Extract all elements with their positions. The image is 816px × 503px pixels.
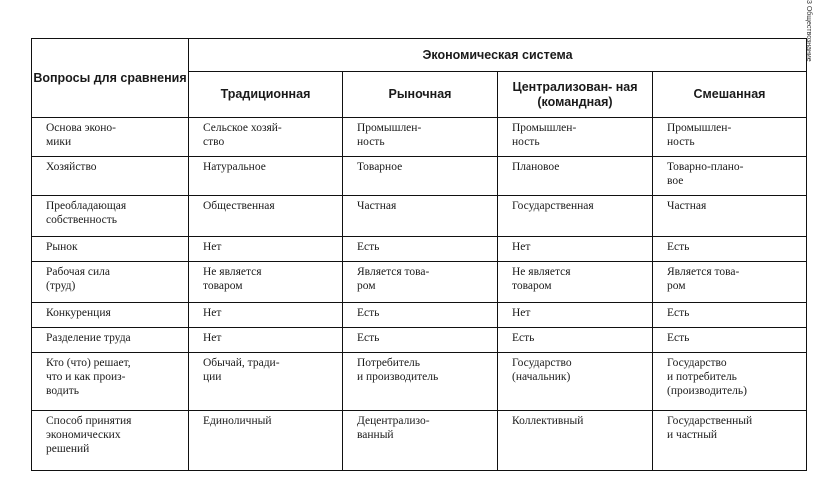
table-cell: Частная xyxy=(343,196,498,237)
table-row xyxy=(32,196,807,237)
table-cell: Есть xyxy=(498,328,653,353)
table-cell: Натуральное xyxy=(189,157,343,196)
row-label: Разделение труда xyxy=(32,328,189,353)
table-cell: Промышлен- ность xyxy=(498,118,653,157)
table-cell: Не является товаром xyxy=(498,262,653,303)
table-cell: Сельское хозяй- ство xyxy=(189,118,343,157)
table-cell: Есть xyxy=(653,237,807,262)
corner-header: Вопросы для сравнения xyxy=(32,39,189,118)
table-cell: Есть xyxy=(343,303,498,328)
row-label: Преобладающая собственность xyxy=(32,196,189,237)
row-label: Основа эконо- мики xyxy=(32,118,189,157)
row-label: Конкуренция xyxy=(32,303,189,328)
table-cell: Промышлен- ность xyxy=(343,118,498,157)
column-header-command: Централизован- ная (командная) xyxy=(498,72,653,118)
row-label: Рынок xyxy=(32,237,189,262)
table-cell: Коллективный xyxy=(498,411,653,471)
table-cell: Нет xyxy=(189,237,343,262)
table-cell: Является това- ром xyxy=(653,262,807,303)
table-cell: Есть xyxy=(343,237,498,262)
table-cell: Потребитель и производитель xyxy=(343,353,498,411)
row-label: Хозяйство xyxy=(32,157,189,196)
table-cell: Товарно-плано- вое xyxy=(653,157,807,196)
economic-systems-comparison-table xyxy=(31,38,807,471)
table-row xyxy=(32,328,807,353)
row-label: Кто (что) решает, что и как произ- водить xyxy=(32,353,189,411)
table-row xyxy=(32,353,807,411)
table-cell: Общественная xyxy=(189,196,343,237)
table-row xyxy=(32,237,807,262)
table-cell: Товарное xyxy=(343,157,498,196)
table-cell: Нет xyxy=(498,303,653,328)
table-row xyxy=(32,303,807,328)
row-label: Способ принятия экономических решений xyxy=(32,411,189,471)
row-label: Рабочая сила (труд) xyxy=(32,262,189,303)
table-cell: Государственная xyxy=(498,196,653,237)
table-cell: Государство (начальник) xyxy=(498,353,653,411)
table-cell: Промышлен- ность xyxy=(653,118,807,157)
table-cell: Единоличный xyxy=(189,411,343,471)
table-cell: Плановое xyxy=(498,157,653,196)
column-header-traditional: Традиционная xyxy=(189,72,343,118)
table-row xyxy=(32,118,807,157)
column-header-mixed: Смешанная xyxy=(653,72,807,118)
table-cell: Есть xyxy=(343,328,498,353)
table-cell: Нет xyxy=(189,303,343,328)
table-cell: Нет xyxy=(189,328,343,353)
table-cell: Есть xyxy=(653,328,807,353)
group-header: Экономическая система xyxy=(189,39,807,72)
table-row xyxy=(32,262,807,303)
page-margin-note: 3 Обществознание xyxy=(805,0,812,62)
table-row xyxy=(32,411,807,471)
column-header-market: Рыночная xyxy=(343,72,498,118)
table-cell: Есть xyxy=(653,303,807,328)
table-cell: Является това- ром xyxy=(343,262,498,303)
table-cell: Государственный и частный xyxy=(653,411,807,471)
table-cell: Обычай, тради- ции xyxy=(189,353,343,411)
table-header-row xyxy=(32,39,807,72)
table-cell: Децентрализо- ванный xyxy=(343,411,498,471)
table-row xyxy=(32,157,807,196)
table-cell: Нет xyxy=(498,237,653,262)
table-cell: Государство и потребитель (производитель) xyxy=(653,353,807,411)
table-cell: Не является товаром xyxy=(189,262,343,303)
table-cell: Частная xyxy=(653,196,807,237)
